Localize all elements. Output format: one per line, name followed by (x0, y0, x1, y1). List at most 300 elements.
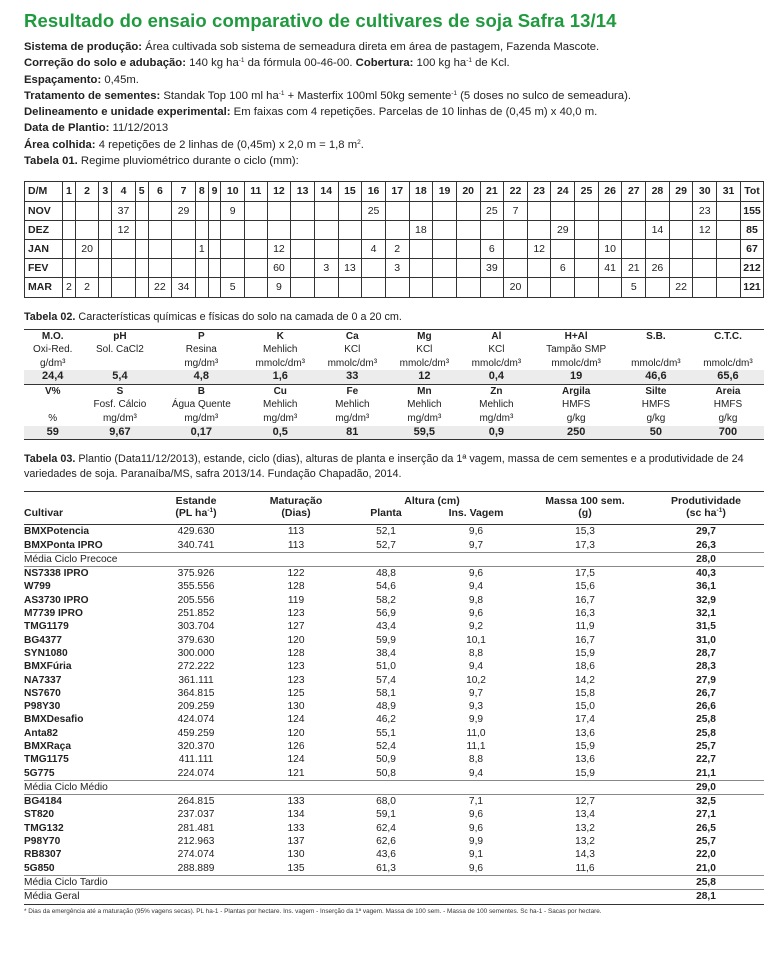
planta-value: 57,4 (376, 674, 396, 686)
maturacao-value: 113 (287, 526, 305, 538)
info-espacamento (24, 72, 764, 88)
maturacao-value: 133 (287, 796, 305, 808)
rainfall-cell (622, 239, 646, 258)
rainfall-header-cell: 19 (433, 182, 457, 201)
rainfall-header-cell: D/M (25, 182, 63, 201)
estande-value: 272.222 (177, 661, 215, 673)
average-label: Média Geral (24, 890, 648, 904)
rainfall-cell (99, 259, 112, 278)
soil-row-methods (24, 343, 764, 357)
soil-cell: Mn (388, 384, 460, 398)
estande-value: 212.963 (177, 836, 215, 848)
caption-text: Características químicas e físicas do solo na camada de 0 a 20 cm. (75, 310, 402, 323)
rainfall-cell (63, 239, 76, 258)
rainfall-header-cell: 26 (598, 182, 622, 201)
rainfall-cell (112, 259, 136, 278)
rainfall-cell (135, 259, 148, 278)
rainfall-cell (693, 259, 717, 278)
rainfall-header-cell: 13 (291, 182, 315, 201)
table-row (24, 727, 764, 740)
cultivar-name: BMXPotencia (24, 526, 90, 538)
massa-value: 15,8 (575, 687, 595, 699)
average-value: 29,0 (648, 780, 764, 794)
table-row (24, 740, 764, 753)
rainfall-cell: 41 (598, 259, 622, 278)
info-label: Sistema de produção: (24, 41, 143, 53)
rainfall-cell (456, 278, 480, 297)
rainfall-cell (693, 278, 717, 297)
soil-cell: HMFS (561, 399, 591, 411)
rainfall-cell: 2 (63, 278, 76, 297)
produtividade-value: 25,8 (696, 714, 716, 726)
rainfall-cell (622, 201, 646, 220)
cultivar-name: P98Y70 (24, 836, 61, 848)
estande-value: 274.074 (177, 849, 215, 861)
rainfall-cell (575, 259, 599, 278)
rainfall-cell (622, 220, 646, 239)
rainfall-cell (433, 278, 457, 297)
soil-cell: Mehlich (407, 399, 442, 411)
rainfall-total: 212 (741, 259, 764, 278)
vagem-value: 9,1 (468, 849, 484, 861)
rainfall-cell (527, 259, 551, 278)
soil-cell: HMFS (641, 399, 671, 411)
produtividade-value: 25,7 (696, 836, 716, 848)
vagem-value: 9,3 (468, 701, 484, 713)
info-text: da fórmula 00-46-00. (244, 57, 356, 70)
info-text: + Masterfix 100ml 50kg semente (284, 89, 452, 102)
table-row (24, 713, 764, 726)
vagem-value: 9,9 (468, 714, 484, 726)
maturacao-value: 128 (287, 647, 305, 659)
vagem-value: 9,6 (468, 822, 484, 834)
soil-cell: Cu (244, 384, 316, 398)
estande-value: 459.259 (177, 727, 215, 739)
soil-cell: mg/dm³ (102, 413, 137, 425)
vagem-value: 8,8 (468, 754, 484, 766)
rainfall-cell (221, 259, 245, 278)
average-row (24, 780, 764, 794)
cultivar-name: BMXFúria (24, 661, 72, 673)
massa-value: 13,2 (575, 822, 595, 834)
produtividade-value: 26,7 (696, 687, 716, 699)
rainfall-cell: 9 (267, 278, 291, 297)
soil-cell: Ca (345, 330, 359, 342)
cultivar-name: AS3730 IPRO (24, 594, 89, 606)
rainfall-cell (99, 201, 112, 220)
soil-cell: KCl (416, 344, 433, 356)
rainfall-cell (291, 278, 315, 297)
rainfall-cell (75, 201, 99, 220)
produtividade-value: 32,9 (696, 594, 716, 606)
col-estande: Estande (142, 492, 250, 508)
rainfall-cell (669, 259, 693, 278)
table-row (24, 822, 764, 835)
massa-value: 17,4 (575, 714, 595, 726)
rainfall-cell (717, 278, 741, 297)
rainfall-cell (551, 278, 575, 297)
rainfall-header-cell: 14 (314, 182, 338, 201)
planta-value: 52,7 (376, 539, 396, 551)
table-row (24, 525, 764, 539)
rainfall-cell (409, 239, 433, 258)
cultivar-name: ST820 (24, 809, 55, 821)
rainfall-cell (172, 220, 196, 239)
soil-cell: Mehlich (263, 399, 298, 411)
rainfall-header-cell: 3 (99, 182, 112, 201)
rainfall-header-cell: 2 (75, 182, 99, 201)
info-text: Área cultivada sob sistema de semeadura direta em área de pastagem, Fazenda Mascote. (142, 41, 600, 53)
rainfall-total: 121 (741, 278, 764, 297)
massa-value: 13,6 (575, 727, 595, 739)
rainfall-cell (456, 259, 480, 278)
table3-caption (24, 452, 764, 482)
soil-cell: 19 (532, 370, 619, 384)
produtividade-value: 32,1 (696, 608, 716, 620)
vagem-value: 11,1 (466, 741, 486, 752)
rainfall-cell (669, 201, 693, 220)
planta-value: 62,6 (376, 836, 396, 848)
info-sup: 2 (357, 138, 361, 146)
rainfall-cell: 9 (221, 201, 245, 220)
info-sup: -1 (238, 57, 245, 65)
rainfall-cell (433, 201, 457, 220)
produtividade-value: 25,7 (696, 741, 716, 752)
info-text: 100 kg ha (413, 57, 467, 70)
rainfall-cell (245, 278, 268, 297)
vagem-value: 9,7 (468, 539, 484, 551)
rainfall-header-cell: 25 (575, 182, 599, 201)
average-label: Média Ciclo Tardio (24, 875, 648, 889)
average-row (24, 890, 764, 904)
col-planta: Planta (342, 507, 430, 525)
massa-value: 18,6 (575, 661, 595, 673)
rainfall-cell (135, 220, 148, 239)
rainfall-cell (598, 278, 622, 297)
rainfall-cell: 2 (385, 239, 409, 258)
soil-cell: mmolc/dm³ (471, 357, 522, 369)
soil-row-units (24, 357, 764, 371)
table-row (24, 567, 764, 581)
rainfall-total: 67 (741, 239, 764, 258)
rainfall-cell (267, 201, 291, 220)
table-row (24, 848, 764, 861)
rainfall-cell (221, 239, 245, 258)
average-row (24, 875, 764, 889)
estande-value: 224.074 (177, 767, 215, 779)
planta-value: 56,9 (376, 608, 396, 620)
rainfall-cell (99, 278, 112, 297)
planta-value: 62,4 (376, 822, 396, 834)
soil-cell: 12 (388, 370, 460, 384)
rainfall-cell (551, 201, 575, 220)
estande-value: 379.630 (177, 634, 215, 646)
soil-cell: Fosf. Cálcio (93, 399, 147, 411)
maturacao-value: 128 (287, 581, 305, 593)
rainfall-cell (195, 278, 208, 297)
soil-row-methods (24, 398, 764, 412)
soil-cell: mmolc/dm³ (703, 357, 753, 369)
caption-label: Tabela 02. (24, 310, 76, 323)
rainfall-total: 85 (741, 220, 764, 239)
rainfall-cell (433, 239, 457, 258)
rainfall-cell (551, 239, 575, 258)
soil-cell: 5,4 (81, 370, 158, 384)
rainfall-cell: 6 (480, 239, 504, 258)
produtividade-value: 31,0 (696, 634, 716, 646)
soil-row-values (24, 426, 764, 440)
rainfall-header-cell: 7 (172, 182, 196, 201)
info-label: Delineamento e unidade experimental: (24, 106, 231, 119)
rainfall-cell (456, 201, 480, 220)
produtividade-value: 21,1 (696, 767, 716, 779)
average-label: Média Ciclo Médio (24, 780, 648, 794)
cultivar-name: W799 (24, 581, 51, 593)
rainfall-cell (338, 220, 362, 239)
rainfall-cell (63, 201, 76, 220)
rainfall-cell (669, 220, 693, 239)
massa-value: 14,2 (575, 674, 595, 686)
rainfall-cell (646, 201, 670, 220)
trial-info (24, 39, 764, 169)
rainfall-cell (385, 201, 409, 220)
table-row (24, 808, 764, 821)
cultivar-name: RB8307 (24, 849, 62, 861)
produtividade-value: 25,8 (696, 727, 716, 739)
table-row (24, 539, 764, 553)
soil-cell: 50 (620, 426, 692, 440)
soil-cell: mmolc/dm³ (631, 357, 681, 369)
col-maturacao-unit: (Dias) (250, 507, 342, 525)
rainfall-cell: 7 (504, 201, 528, 220)
planta-value: 38,4 (376, 647, 396, 659)
soil-cell: 0,5 (244, 426, 316, 440)
info-sup: -1 (278, 89, 285, 97)
estande-value: 237.037 (177, 809, 215, 821)
soil-cell: 1,6 (244, 370, 316, 384)
info-text: 140 kg ha (185, 57, 239, 70)
soil-cell: g/kg (646, 413, 666, 425)
caption-label: Tabela 01. (24, 155, 78, 168)
rainfall-header-cell: Tot (741, 182, 764, 201)
rainfall-header-cell: 20 (456, 182, 480, 201)
rainfall-cell (148, 220, 172, 239)
soil-cell: mg/dm³ (335, 413, 370, 425)
cultivar-name: Anta82 (24, 727, 58, 739)
soil-cell: 81 (316, 426, 388, 440)
maturacao-value: 123 (287, 674, 305, 686)
rainfall-cell (245, 259, 268, 278)
rainfall-header-cell: 10 (221, 182, 245, 201)
rainfall-cell (195, 259, 208, 278)
info-label: Espaçamento: (24, 73, 102, 86)
rainfall-header-cell: 31 (717, 182, 741, 201)
soil-cell (24, 398, 81, 412)
rainfall-cell: 21 (622, 259, 646, 278)
rainfall-cell: 5 (221, 278, 245, 297)
planta-value: 55,1 (376, 727, 396, 739)
info-text: Em faixas com 4 repetições. Parcelas de 10 linhas de (0,45 m) x 40,0 m. (230, 106, 598, 119)
estande-value: 281.481 (177, 822, 215, 834)
soil-cell: V% (24, 384, 81, 398)
table-row (24, 580, 764, 593)
rainfall-cell: 3 (314, 259, 338, 278)
soil-cell: Al (491, 330, 502, 342)
maturacao-value: 124 (287, 754, 305, 766)
rainfall-cell: 22 (669, 278, 693, 297)
soil-cell: mg/dm³ (184, 357, 219, 369)
rainfall-cell (112, 239, 136, 258)
soil-cell (81, 357, 158, 371)
soil-cell: Mehlich (335, 399, 370, 411)
info-text: de Kcl. (471, 57, 510, 70)
soil-cell: mmolc/dm³ (551, 357, 601, 369)
estande-value: 205.556 (177, 594, 215, 606)
rainfall-cell (135, 239, 148, 258)
caption-text: Plantio (Data11/12/2013), estande, ciclo (dias), alturas de planta e inserção da 1ª vagem, massa de cem sementes e a produtividade de 24 variedades de soja. Paranaíba/MS, safra 2013/14. Fundação Chapadão, 2014. (24, 453, 744, 481)
planta-value: 46,2 (376, 714, 396, 726)
rainfall-header-cell: 18 (409, 182, 433, 201)
rainfall-cell (291, 259, 315, 278)
estande-value: 303.704 (177, 621, 215, 633)
rainfall-cell: 14 (646, 220, 670, 239)
soil-cell: M.O. (41, 330, 64, 342)
produtividade-value: 22,7 (696, 754, 716, 766)
rainfall-cell: 25 (362, 201, 386, 220)
massa-value: 16,7 (575, 634, 595, 646)
caption-text: Regime pluviométrico durante o ciclo (mm): (77, 155, 299, 168)
rainfall-cell (338, 239, 362, 258)
estande-value: 209.259 (177, 701, 215, 713)
produtividade-value: 40,3 (696, 568, 716, 580)
vagem-value: 9,6 (468, 862, 484, 874)
rainfall-cell: 1 (195, 239, 208, 258)
unit-sup: -1 (716, 507, 723, 515)
vagem-value: 9,4 (468, 581, 484, 593)
vagem-value: 8,8 (468, 647, 484, 659)
rainfall-cell: 23 (693, 201, 717, 220)
planta-value: 43,4 (376, 621, 396, 633)
info-text: (5 doses no sulco de semeadura). (457, 89, 631, 102)
planta-value: 59,9 (376, 634, 396, 646)
rainfall-month: DEZ (25, 220, 63, 239)
rainfall-header-cell: 5 (135, 182, 148, 201)
rainfall-header-cell: 8 (195, 182, 208, 201)
soil-cell: mg/dm³ (184, 413, 219, 425)
rainfall-cell: 2 (75, 278, 99, 297)
planta-value: 51,0 (376, 661, 396, 673)
vagem-value: 7,1 (468, 796, 484, 808)
estande-value: 424.074 (177, 714, 215, 726)
soil-cell: HMFS (713, 399, 743, 411)
average-row (24, 552, 764, 566)
massa-value: 17,5 (575, 568, 595, 580)
estande-value: 364.815 (177, 687, 215, 699)
rainfall-cell: 29 (172, 201, 196, 220)
maturacao-value: 130 (287, 701, 305, 713)
soil-cell: 59 (24, 426, 81, 440)
soil-cell: 0,17 (158, 426, 244, 440)
rainfall-cell: 26 (646, 259, 670, 278)
rainfall-month: FEV (25, 259, 63, 278)
info-label: Cobertura: (355, 57, 414, 70)
table-row (24, 687, 764, 700)
rainfall-cell (409, 201, 433, 220)
massa-value: 15,0 (575, 701, 595, 713)
rainfall-cell (527, 278, 551, 297)
info-label: Correção do solo e adubação: (24, 57, 186, 70)
soil-row-names (24, 384, 764, 398)
massa-value: 16,3 (575, 608, 595, 620)
info-sistema (24, 39, 764, 55)
maturacao-value: 135 (287, 862, 305, 874)
cultivar-name: 5G775 (24, 767, 55, 779)
estande-value: 361.111 (178, 674, 214, 686)
rainfall-cell (148, 239, 172, 258)
cultivar-name: NA7337 (24, 674, 62, 686)
estande-value: 288.889 (177, 862, 215, 874)
estande-value: 300.000 (177, 647, 215, 659)
rainfall-cell: 20 (504, 278, 528, 297)
soil-cell: Mehlich (479, 399, 514, 411)
planta-value: 58,2 (376, 594, 396, 606)
vagem-value: 9,8 (468, 594, 484, 606)
rainfall-header-cell: 16 (362, 182, 386, 201)
produtividade-value: 22,0 (696, 849, 716, 861)
soil-cell: mmolc/dm³ (399, 357, 450, 369)
rainfall-cell: 25 (480, 201, 504, 220)
soil-row-values (24, 370, 764, 384)
col-prod-unit: (sc $ha^{-1}$) (648, 507, 764, 525)
rainfall-cell (208, 239, 221, 258)
rainfall-header-row (25, 182, 764, 201)
maturacao-value: 125 (287, 687, 305, 699)
rainfall-cell (433, 259, 457, 278)
rainfall-cell (717, 201, 741, 220)
rainfall-cell: 3 (385, 259, 409, 278)
massa-value: 13,4 (575, 809, 595, 821)
produtividade-value: 27,9 (696, 674, 716, 686)
rainfall-cell (245, 220, 268, 239)
col-maturacao: Maturação (250, 492, 342, 508)
planta-value: 48,9 (376, 701, 396, 713)
estande-value: 375.926 (177, 568, 215, 580)
vagem-value: 9,2 (468, 621, 484, 633)
rainfall-cell (172, 259, 196, 278)
rainfall-header-cell: 17 (385, 182, 409, 201)
soil-cell: g/kg (566, 413, 586, 425)
rainfall-cell (480, 220, 504, 239)
info-sup: -1 (466, 57, 472, 65)
produtividade-value: 21,0 (696, 862, 716, 874)
vagem-value: 9,4 (468, 767, 484, 779)
produtividade-value: 36,1 (696, 581, 716, 593)
col-massa-unit: (g) (522, 507, 648, 525)
info-text: Standak Top 100 ml ha (160, 89, 279, 102)
table-row (24, 700, 764, 713)
rainfall-cell: 10 (598, 239, 622, 258)
soil-cell: K (276, 330, 284, 342)
table2-caption (24, 311, 764, 323)
rainfall-cell: 4 (362, 239, 386, 258)
planta-value: 61,3 (376, 862, 396, 874)
rainfall-month: NOV (25, 201, 63, 220)
info-label: Tratamento de sementes: (24, 89, 161, 102)
rainfall-cell (362, 259, 386, 278)
soil-cell: mmolc/dm³ (255, 357, 305, 369)
massa-value: 15,6 (575, 581, 595, 593)
rainfall-cell: 34 (172, 278, 196, 297)
